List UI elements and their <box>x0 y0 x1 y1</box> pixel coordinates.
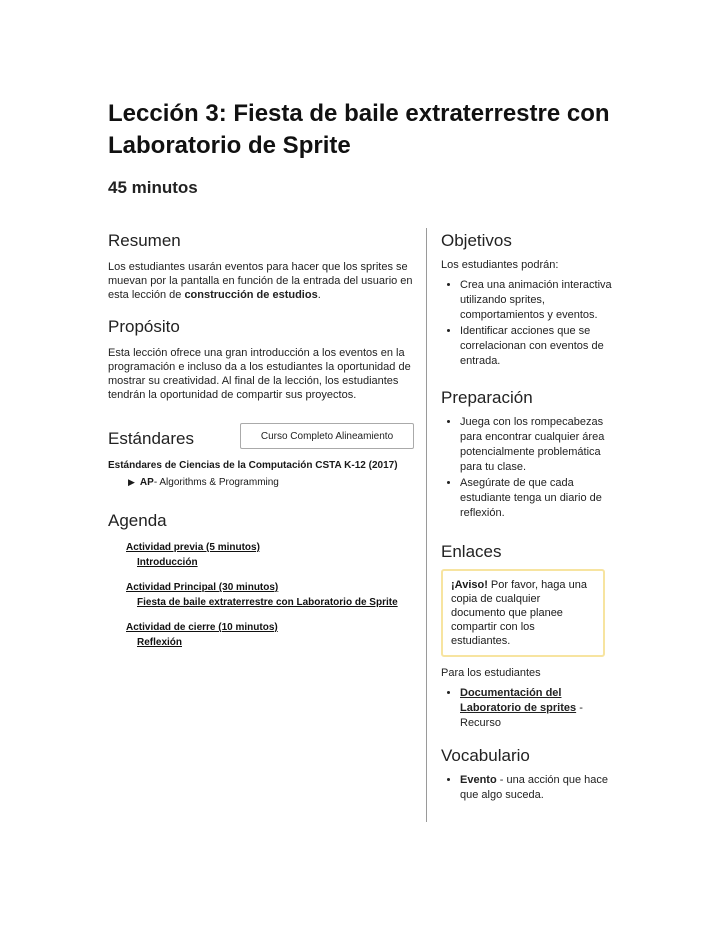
summary-text-bold: construcción de estudios <box>184 289 318 301</box>
agenda-heading: Agenda <box>108 511 167 530</box>
agenda-link-main-activity[interactable]: Actividad Principal (30 minutos) <box>126 582 279 593</box>
standard-code: AP <box>139 477 154 488</box>
objectives-section <box>441 230 613 369</box>
lesson-title: Lección 3: Fiesta de baile extraterrestre con Laboratorio de Sprite <box>108 100 610 159</box>
standards-framework: Estándares de Ciencias de la Computación CSTA K-12 (2017) <box>108 460 398 471</box>
for-students-label: Para los estudiantes <box>441 667 541 679</box>
standards-section <box>108 422 414 488</box>
agenda-link-wrapup[interactable]: Actividad de cierre (10 minutos) <box>126 622 278 633</box>
standards-header <box>108 422 414 450</box>
agenda-link-reflection[interactable]: Reflexión <box>137 637 183 648</box>
agenda-group-wrapup <box>126 620 414 650</box>
lesson-duration: 45 minutos <box>108 178 198 197</box>
purpose-section <box>108 316 414 402</box>
preparation-list <box>441 415 613 521</box>
student-resources-list <box>441 686 613 731</box>
column-divider <box>426 228 427 822</box>
objectives-intro: Los estudiantes podrán: <box>441 259 559 271</box>
summary-text-start: Los estudiantes usarán eventos para hacer que los sprites se muevan por la pantalla en función de la entrada del usuario en esta lección de <box>108 261 413 301</box>
links-section <box>441 541 613 731</box>
vocabulary-section <box>441 745 613 803</box>
list-item <box>460 686 613 731</box>
preparation-heading: Preparación <box>441 388 533 407</box>
summary-section <box>108 230 414 302</box>
list-item <box>460 773 613 803</box>
standard-label: - Algorithms & Programming <box>153 477 279 488</box>
notice-box <box>441 569 605 657</box>
summary-text-end: . <box>317 289 321 301</box>
objectives-heading: Objetivos <box>441 231 512 250</box>
purpose-text: Esta lección ofrece una gran introducción a los eventos en la programación e incluso da a los estudiantes la oportunidad de mostrar su creatividad. Al final de la lección, los estudiantes tendrán la oportunidad de compartir sus proyectos. <box>108 347 411 401</box>
vocab-term: Evento <box>460 774 497 786</box>
list-item: • Identificar acciones que se correlacionan con eventos de entrada. <box>460 324 613 369</box>
standards-heading: Estándares <box>108 429 194 448</box>
vocabulary-heading: Vocabulario <box>441 746 530 765</box>
preparation-section <box>441 387 613 521</box>
agenda-group-warmup <box>126 540 414 570</box>
agenda-group-main <box>126 580 414 610</box>
agenda-link-introduction[interactable]: Introducción <box>137 557 198 568</box>
full-course-alignment-button[interactable]: Curso Completo Alineamiento <box>240 423 414 449</box>
vocab-definition: - una acción que hace que algo suceda. <box>460 774 608 801</box>
links-heading: Enlaces <box>441 542 502 561</box>
left-column <box>108 230 414 660</box>
agenda-section <box>108 510 414 650</box>
summary-text <box>108 260 414 302</box>
list-item: • Asegúrate de que cada estudiante tenga un diario de reflexión. <box>460 476 613 521</box>
notice-title: ¡Aviso! <box>451 579 488 591</box>
expand-triangle-icon[interactable]: ▶ <box>128 477 135 487</box>
summary-heading: Resumen <box>108 231 181 250</box>
list-item: • Juega con los rompecabezas para encontrar cualquier área potencialmente problemática para tu clase. <box>460 415 613 475</box>
standard-item-ap[interactable] <box>128 477 414 488</box>
sprite-lab-docs-link[interactable]: Documentación del Laboratorio de sprites <box>460 687 577 714</box>
resource-type: - Recurso <box>460 702 583 729</box>
notice-text: Por favor, haga una copia de cualquier documento que planee compartir con los estudiantes. <box>451 579 587 647</box>
objectives-list <box>441 278 613 369</box>
agenda-link-dance-party[interactable]: Fiesta de baile extraterrestre con Laboratorio de Sprite <box>137 597 398 608</box>
vocabulary-list <box>441 773 613 803</box>
right-column <box>441 230 613 804</box>
list-item: • Crea una animación interactiva utilizando sprites, comportamientos y eventos. <box>460 278 613 323</box>
purpose-heading: Propósito <box>108 317 180 336</box>
agenda-link-warmup[interactable]: Actividad previa (5 minutos) <box>126 542 260 553</box>
